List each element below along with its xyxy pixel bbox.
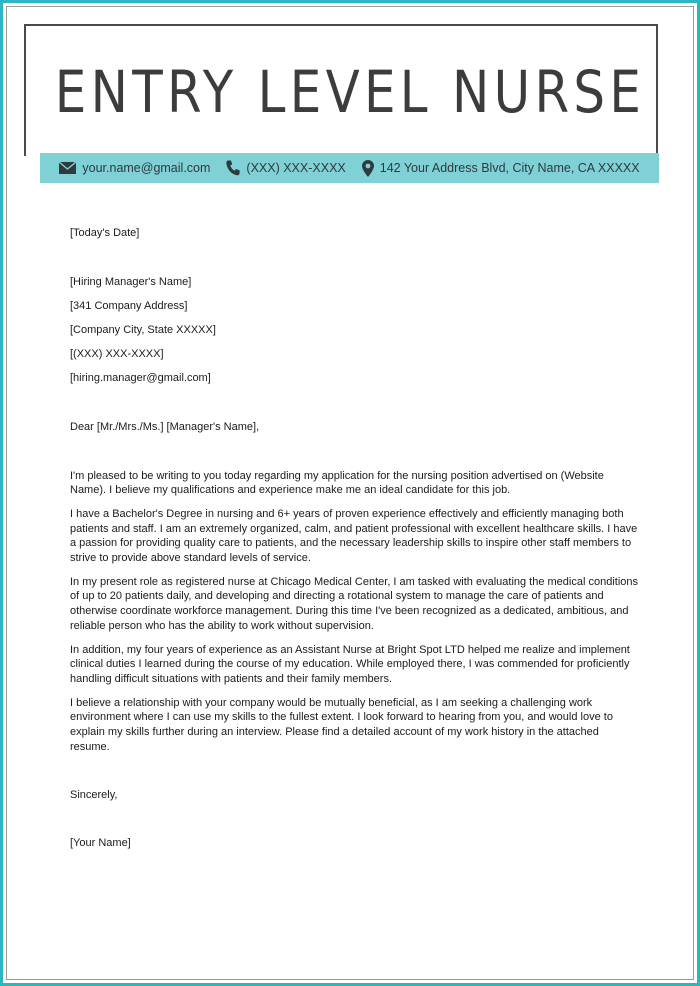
contact-phone bbox=[226, 160, 345, 176]
recipient-city: [Company City, State XXXXX] bbox=[70, 323, 216, 336]
paragraph-current-role: In my present role as registered nurse at Chicago Medical Center, I am tasked with evaluating the medical conditions of up to 20 patients daily, and developing and directing a rotational system to manage the care of patients and otherwise coordinate workforce management. During this time I've been recognized as a dedicated, ambitious, and reliable person who has the ability to work without supervision. bbox=[70, 575, 639, 632]
paragraph-closing: I believe a relationship with your company would be mutually beneficial, as I am seeking a challenging work environment where I can use my skills to the fullest extent. I look forward to hearing from you, and would love to explain my skills further during an interview. Please find a detailed account of my work history in the attached resume. bbox=[70, 696, 613, 753]
contact-address bbox=[362, 160, 640, 177]
letter-body bbox=[70, 226, 640, 851]
email-text: your.name@gmail.com bbox=[82, 161, 211, 175]
envelope-icon bbox=[59, 162, 76, 174]
recipient-address: [341 Company Address] bbox=[70, 299, 188, 312]
recipient-email: [hiring.manager@gmail.com] bbox=[70, 372, 211, 385]
address-text: 142 Your Address Blvd, City Name, CA XXXXX bbox=[379, 161, 640, 175]
location-pin-icon bbox=[362, 160, 374, 177]
contact-email bbox=[59, 161, 210, 175]
signature: [Your Name] bbox=[70, 837, 131, 850]
paragraph-experience: In addition, my four years of experience as an Assistant Nurse at Bright Spot LTD helped me realize and implement clinical duties I learned during the course of my education. While employed there, I was commended for proficiently handling difficult situations with patients and their family members. bbox=[70, 643, 630, 685]
paragraph-qualifications: I have a Bachelor's Degree in nursing and 6+ years of proven experience effectively and efficiently managing both patients and staff. I am an extremely organized, calm, and patient professional with excellent healthcare skills. I have a passion for providing quality care to patients, and the necessary leadership skills to inspire other staff members to strive to provide above standard levels of service. bbox=[70, 508, 638, 564]
paragraph-intro: I'm pleased to be writing to you today regarding my application for the nursing position advertised on (Website Name). I believe my qualifications and experience make me an ideal candidate for this job. bbox=[70, 469, 604, 497]
phone-text: (XXX) XXX-XXXX bbox=[246, 161, 346, 175]
recipient-phone: [(XXX) XXX-XXXX] bbox=[70, 348, 164, 361]
letter-date: [Today's Date] bbox=[70, 227, 140, 239]
phone-icon bbox=[226, 160, 240, 176]
recipient-name: [Hiring Manager's Name] bbox=[70, 275, 192, 288]
page-title: ENTRY LEVEL NURSE bbox=[54, 58, 646, 126]
salutation: Dear [Mr./Mrs./Ms.] [Manager's Name], bbox=[70, 420, 260, 433]
closing: Sincerely, bbox=[70, 788, 118, 801]
contact-bar bbox=[40, 153, 659, 183]
